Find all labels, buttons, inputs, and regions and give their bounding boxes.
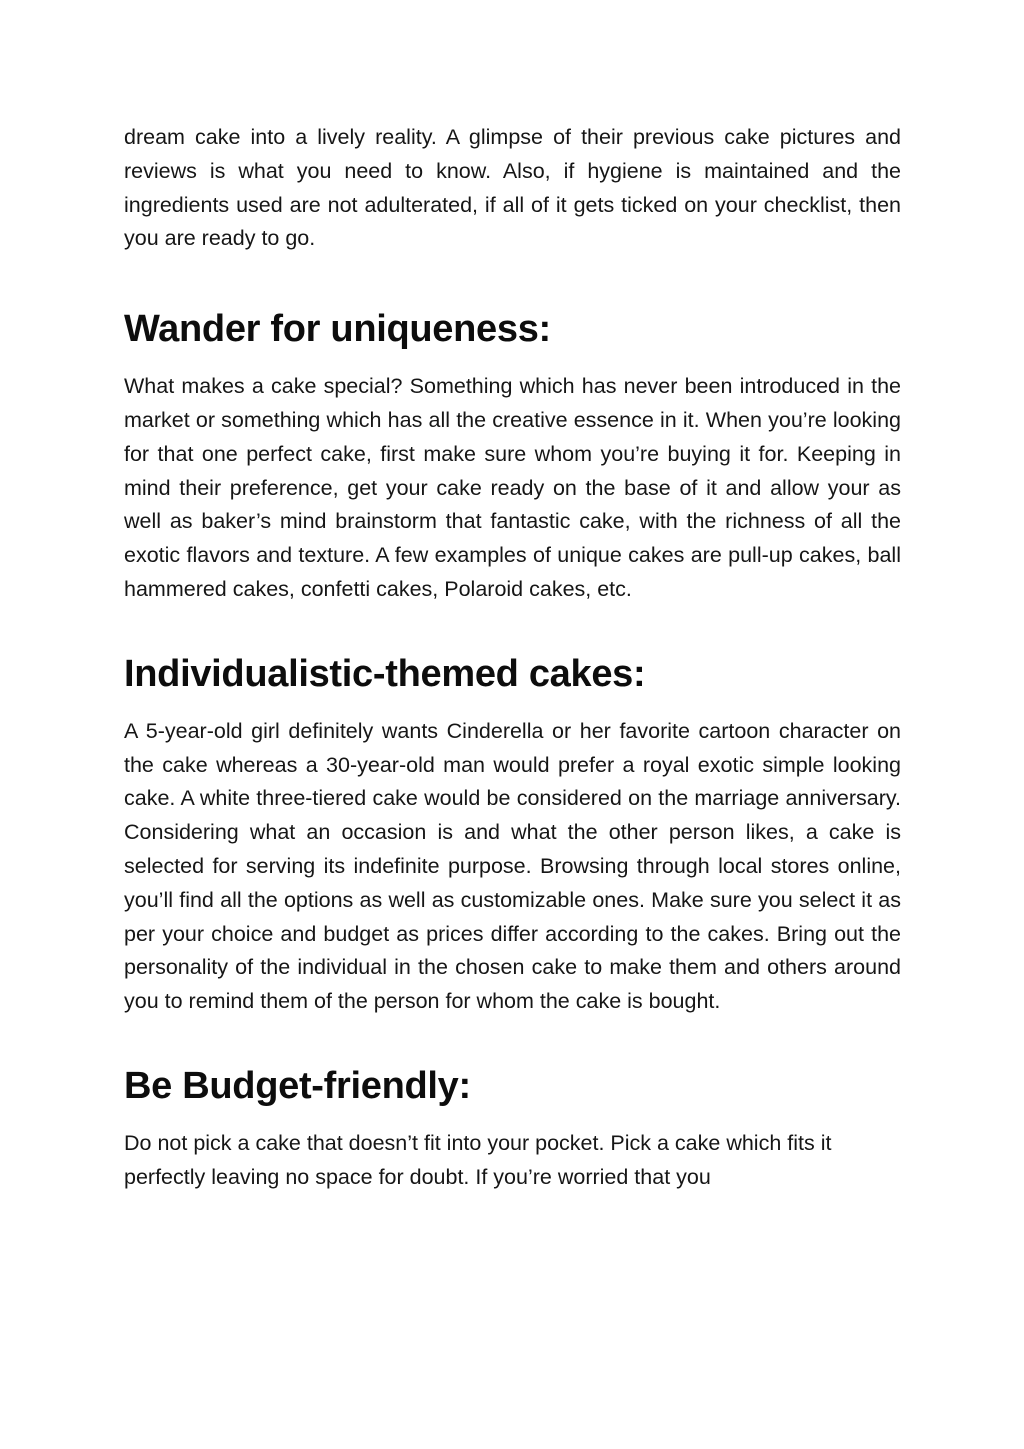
section-paragraph-budget-friendly: Do not pick a cake that doesn’t fit into your pocket. Pick a cake which fits it perfectly leaving no space for doubt. If you’re worried that you <box>124 1130 832 1189</box>
intro-paragraph: dream cake into a lively reality. A glimpse of their previous cake pictures and reviews is what you need to know. Also, if hygiene is maintained and the ingredients used are not adulterated, if all of it gets ticked on your checklist, then you are ready to go. <box>124 125 901 251</box>
section-heading-uniqueness: Wander for uniqueness: <box>124 308 551 351</box>
section-paragraph-individualistic-themed: A 5-year-old girl definitely wants Cinderella or her favorite cartoon character on the cake whereas a 30-year-old man would prefer a royal exotic simple looking cake. A white three-tiered cake would be considered on the marriage anniversary. Considering what an occasion is and what the other person likes, a cake is selected for serving its indefinite purpose. Browsing through local stores online, you’ll find all the options as well as customizable ones. Make sure you select it as per your choice and budget as prices differ according to the cakes. Bring out the personality of the individual in the chosen cake to make them and others around you to remind them of the person for whom the cake is bought. <box>124 718 901 1014</box>
document-page <box>124 121 901 1195</box>
section-heading-individualistic-themed: Individualistic-themed cakes: <box>124 652 646 695</box>
section-heading-budget-friendly: Be Budget-friendly: <box>124 1064 471 1107</box>
section-paragraph-uniqueness: What makes a cake special? Something which has never been introduced in the market or something which has all the creative essence in it. When you’re looking for that one perfect cake, first make sure whom you’re buying it for. Keeping in mind their preference, get your cake ready on the base of it and allow your as well as baker’s mind brainstorm that fantastic cake, with the richness of all the exotic flavors and texture. A few examples of unique cakes are pull-up cakes, ball hammered cakes, confetti cakes, Polaroid cakes, etc. <box>124 374 901 601</box>
